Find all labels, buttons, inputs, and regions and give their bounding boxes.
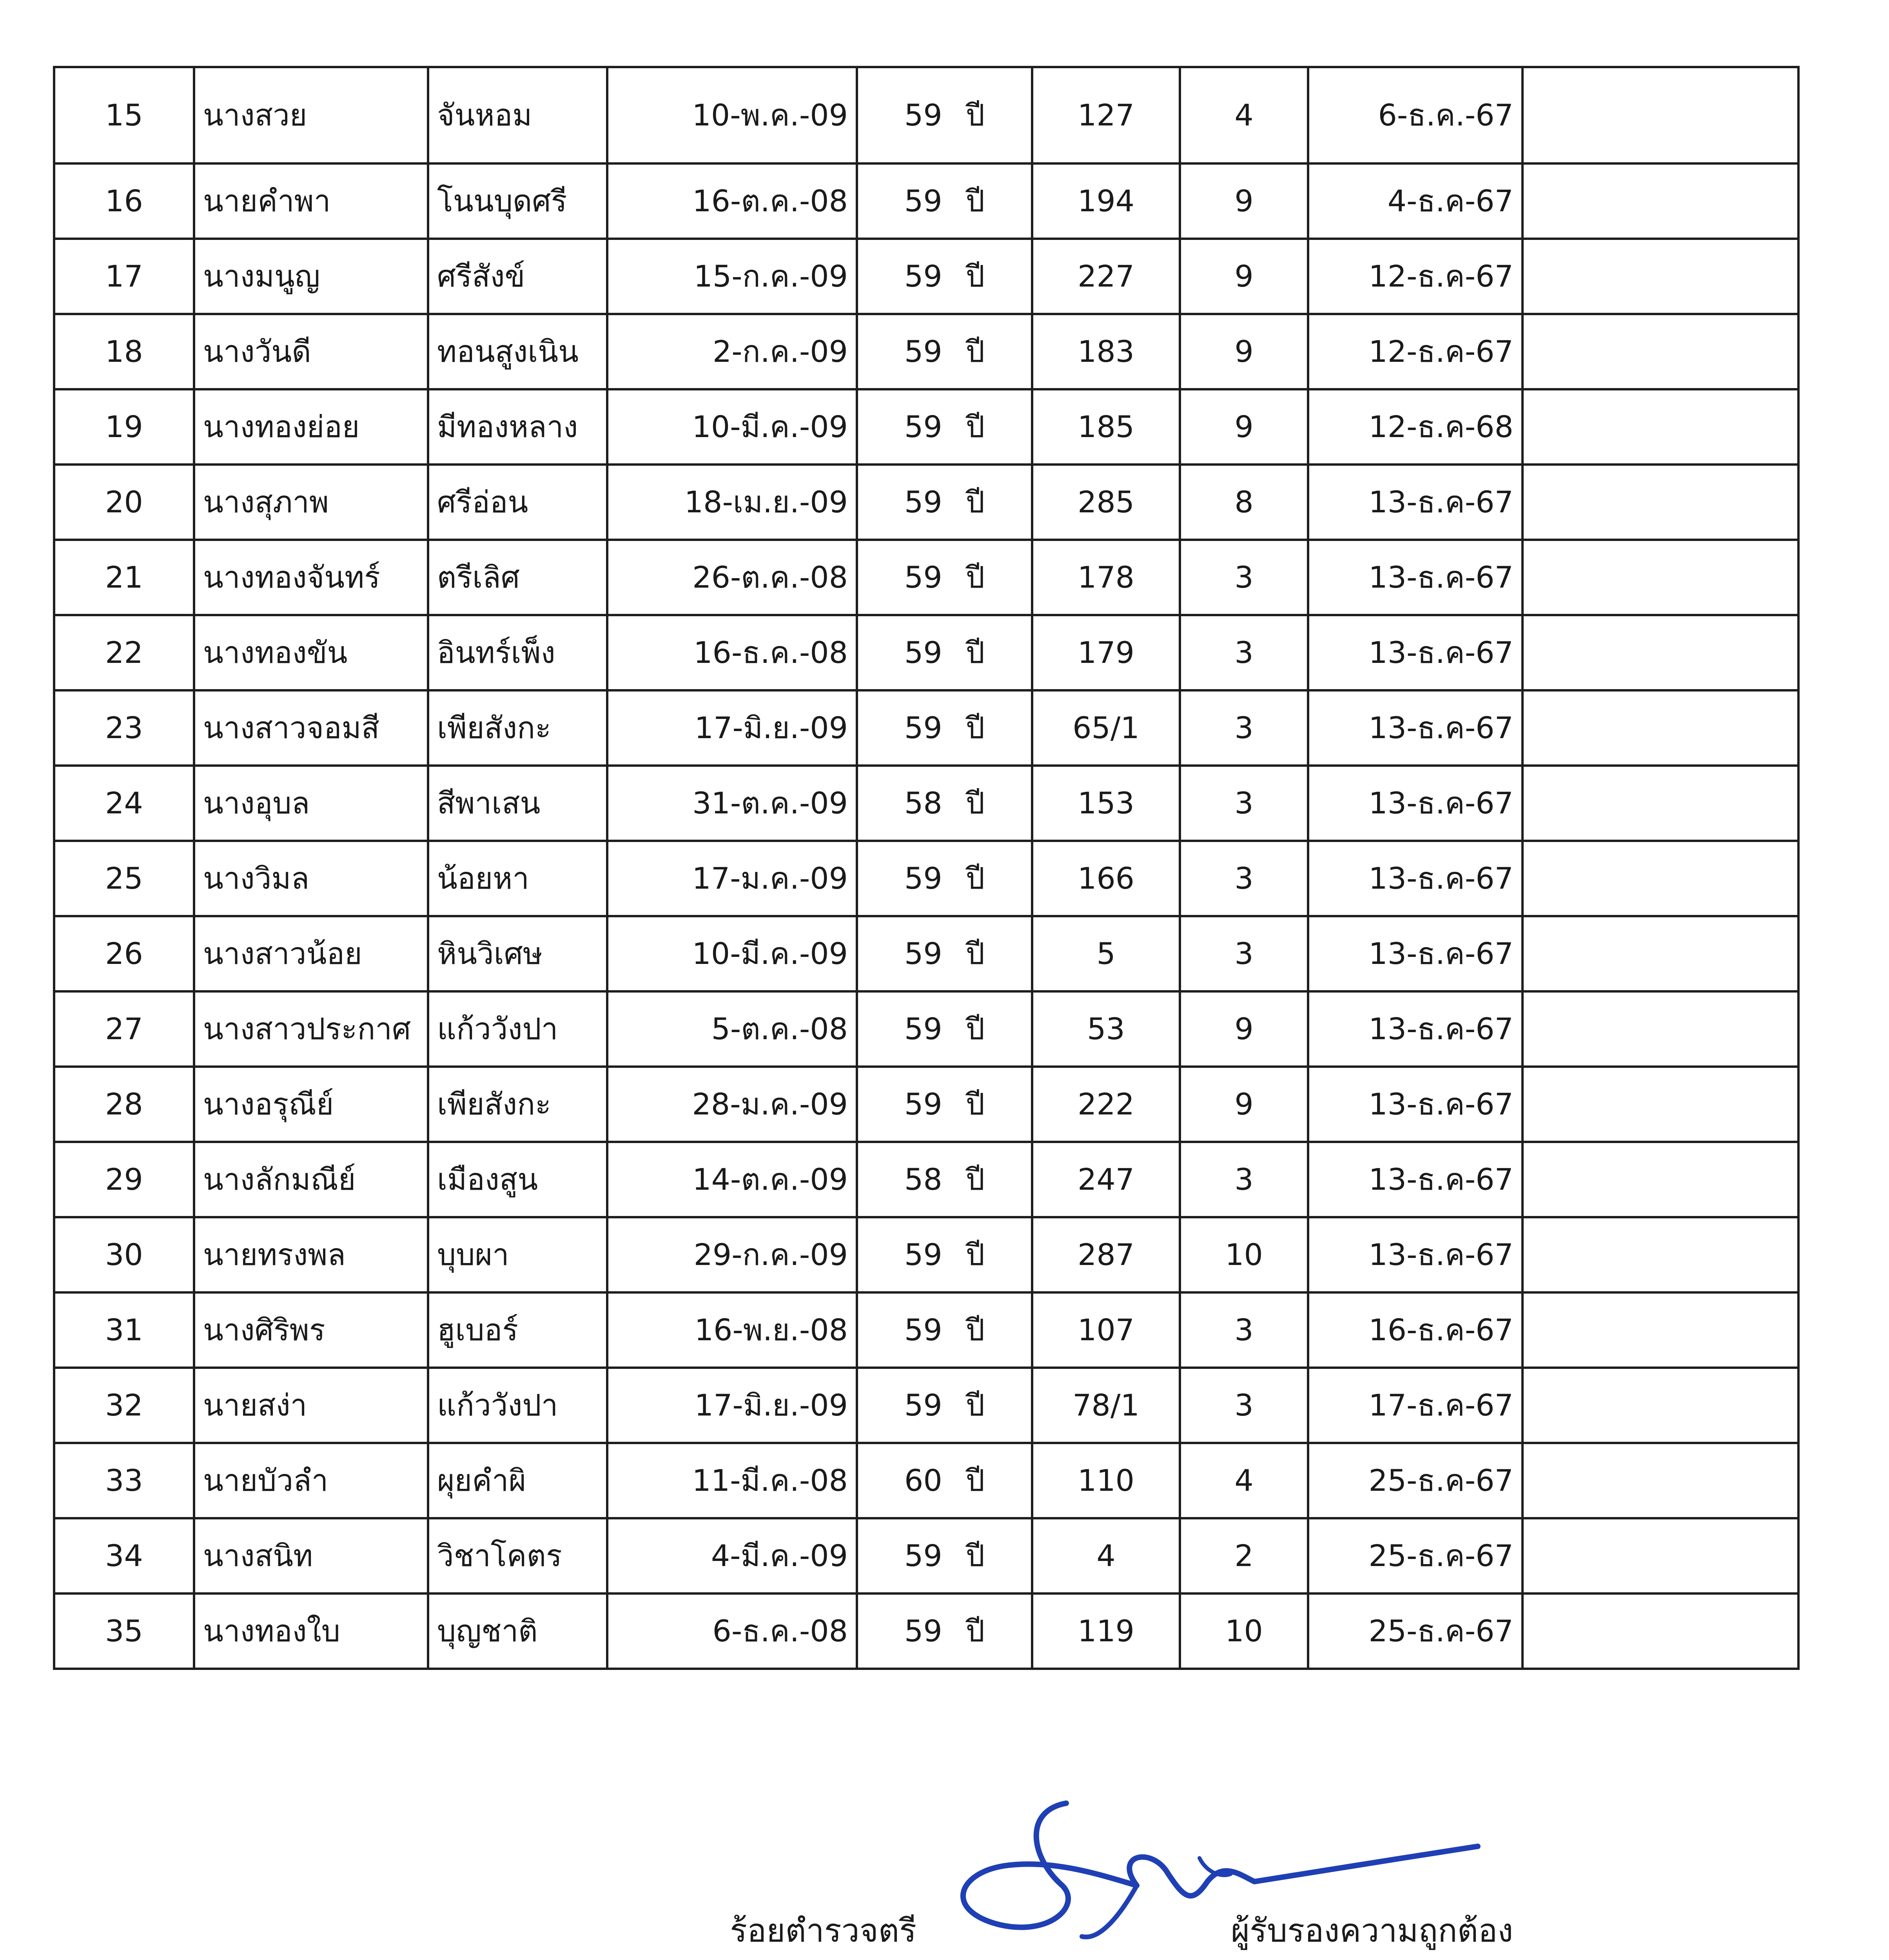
registration-date-cell: 13-ธ.ค-67: [1308, 916, 1522, 991]
row-number-cell: 23: [54, 690, 194, 766]
person-surname-cell: วิชาโคตร: [428, 1518, 607, 1593]
house-number-cell: 287: [1032, 1217, 1180, 1292]
age-value: 59: [904, 560, 942, 595]
registration-date-cell: 13-ธ.ค-67: [1308, 1067, 1522, 1142]
table-row: [54, 1217, 1798, 1292]
table-row: [54, 465, 1798, 540]
remark-cell: [1522, 615, 1798, 690]
age-value: 59: [904, 334, 942, 369]
village-number-cell: 10: [1180, 1217, 1308, 1292]
person-surname-cell: ศรีอ่อน: [428, 465, 607, 540]
age-cell: [857, 1593, 1032, 1669]
registration-date-cell: 13-ธ.ค-67: [1308, 465, 1522, 540]
person-name-cell: นางสาวประกาศ: [194, 991, 428, 1067]
house-number-cell: 110: [1032, 1443, 1180, 1518]
house-number-cell: 285: [1032, 465, 1180, 540]
person-surname-cell: ศรีสังข์: [428, 239, 607, 314]
remark-cell: [1522, 163, 1798, 239]
person-name-cell: นางทองใบ: [194, 1593, 428, 1669]
age-cell: [857, 1443, 1032, 1518]
row-number-cell: 24: [54, 766, 194, 841]
house-number-cell: 153: [1032, 766, 1180, 841]
remark-cell: [1522, 1443, 1798, 1518]
person-surname-cell: บุบผา: [428, 1217, 607, 1292]
age-unit: ปี: [965, 861, 985, 896]
village-number-cell: 3: [1180, 916, 1308, 991]
registration-date-cell: 13-ธ.ค-67: [1308, 1142, 1522, 1217]
remark-cell: [1522, 1217, 1798, 1292]
table-row: [54, 239, 1798, 314]
age-cell: [857, 163, 1032, 239]
person-surname-cell: หินวิเศษ: [428, 916, 607, 991]
row-number-cell: 33: [54, 1443, 194, 1518]
elderly-roster-table: [53, 66, 1800, 1670]
birth-date-cell: 14-ต.ค.-09: [607, 1142, 857, 1217]
registration-date-cell: 25-ธ.ค-67: [1308, 1518, 1522, 1593]
person-name-cell: นางสุภาพ: [194, 465, 428, 540]
person-name-cell: นางสวย: [194, 67, 428, 163]
birth-date-cell: 16-ต.ค.-08: [607, 163, 857, 239]
row-number-cell: 15: [54, 67, 194, 163]
person-surname-cell: น้อยหา: [428, 841, 607, 916]
person-surname-cell: จันหอม: [428, 67, 607, 163]
village-number-cell: 9: [1180, 314, 1308, 389]
age-unit: ปี: [965, 1538, 985, 1573]
remark-cell: [1522, 1593, 1798, 1669]
person-surname-cell: โนนบุดศรี: [428, 163, 607, 239]
house-number-cell: 194: [1032, 163, 1180, 239]
row-number-cell: 30: [54, 1217, 194, 1292]
house-number-cell: 119: [1032, 1593, 1180, 1669]
row-number-cell: 17: [54, 239, 194, 314]
row-number-cell: 18: [54, 314, 194, 389]
remark-cell: [1522, 67, 1798, 163]
age-value: 59: [904, 1538, 942, 1573]
registration-date-cell: 25-ธ.ค-67: [1308, 1443, 1522, 1518]
age-value: 59: [904, 1011, 942, 1046]
row-number-cell: 31: [54, 1292, 194, 1368]
age-cell: [857, 841, 1032, 916]
age-value: 59: [904, 183, 942, 218]
registration-date-cell: 16-ธ.ค-67: [1308, 1292, 1522, 1368]
row-number-cell: 16: [54, 163, 194, 239]
person-name-cell: นางมนูญ: [194, 239, 428, 314]
remark-cell: [1522, 239, 1798, 314]
house-number-cell: 247: [1032, 1142, 1180, 1217]
age-value: 58: [904, 1162, 942, 1197]
table-row: [54, 991, 1798, 1067]
registration-date-cell: 12-ธ.ค-67: [1308, 314, 1522, 389]
age-cell: [857, 1067, 1032, 1142]
house-number-cell: 4: [1032, 1518, 1180, 1593]
house-number-cell: 166: [1032, 841, 1180, 916]
roster-body: [54, 67, 1798, 1669]
age-value: 59: [904, 98, 942, 132]
person-surname-cell: มีทองหลาง: [428, 389, 607, 465]
person-surname-cell: สีพาเสน: [428, 766, 607, 841]
age-unit: ปี: [965, 1087, 985, 1122]
age-unit: ปี: [965, 635, 985, 670]
birth-date-cell: 17-มิ.ย.-09: [607, 1368, 857, 1443]
remark-cell: [1522, 841, 1798, 916]
age-cell: [857, 1142, 1032, 1217]
birth-date-cell: 17-มิ.ย.-09: [607, 690, 857, 766]
village-number-cell: 9: [1180, 239, 1308, 314]
table-row: [54, 540, 1798, 615]
age-value: 59: [904, 861, 942, 896]
age-value: 59: [904, 1087, 942, 1122]
registration-date-cell: 12-ธ.ค-68: [1308, 389, 1522, 465]
remark-cell: [1522, 1368, 1798, 1443]
table-row: [54, 1593, 1798, 1669]
village-number-cell: 9: [1180, 1067, 1308, 1142]
registration-date-cell: 6-ธ.ค.-67: [1308, 67, 1522, 163]
registration-date-cell: 25-ธ.ค-67: [1308, 1593, 1522, 1669]
age-cell: [857, 916, 1032, 991]
table-row: [54, 163, 1798, 239]
age-value: 59: [904, 259, 942, 294]
village-number-cell: 9: [1180, 163, 1308, 239]
row-number-cell: 32: [54, 1368, 194, 1443]
age-unit: ปี: [965, 1613, 985, 1648]
age-unit: ปี: [965, 485, 985, 519]
house-number-cell: 179: [1032, 615, 1180, 690]
age-cell: [857, 239, 1032, 314]
person-name-cell: นางทองจันทร์: [194, 540, 428, 615]
person-surname-cell: เมืองสูน: [428, 1142, 607, 1217]
age-unit: ปี: [965, 1011, 985, 1046]
age-unit: ปี: [965, 183, 985, 218]
registration-date-cell: 13-ธ.ค-67: [1308, 766, 1522, 841]
birth-date-cell: 2-ก.ค.-09: [607, 314, 857, 389]
table-row: [54, 1368, 1798, 1443]
registration-date-cell: 13-ธ.ค-67: [1308, 841, 1522, 916]
row-number-cell: 28: [54, 1067, 194, 1142]
age-cell: [857, 991, 1032, 1067]
remark-cell: [1522, 991, 1798, 1067]
birth-date-cell: 10-มี.ค.-09: [607, 389, 857, 465]
person-surname-cell: แก้ววังปา: [428, 991, 607, 1067]
table-row: [54, 314, 1798, 389]
age-value: 59: [904, 1388, 942, 1423]
house-number-cell: 222: [1032, 1067, 1180, 1142]
village-number-cell: 3: [1180, 1142, 1308, 1217]
person-name-cell: นางศิริพร: [194, 1292, 428, 1368]
age-value: 58: [904, 786, 942, 820]
remark-cell: [1522, 916, 1798, 991]
village-number-cell: 3: [1180, 690, 1308, 766]
village-number-cell: 3: [1180, 1368, 1308, 1443]
registration-date-cell: 4-ธ.ค-67: [1308, 163, 1522, 239]
birth-date-cell: 16-ธ.ค.-08: [607, 615, 857, 690]
age-unit: ปี: [965, 334, 985, 369]
village-number-cell: 3: [1180, 1292, 1308, 1368]
village-number-cell: 3: [1180, 615, 1308, 690]
person-surname-cell: ตรีเลิศ: [428, 540, 607, 615]
age-unit: ปี: [965, 1162, 985, 1197]
person-surname-cell: ผุยคำผิ: [428, 1443, 607, 1518]
remark-cell: [1522, 389, 1798, 465]
age-value: 59: [904, 409, 942, 444]
person-name-cell: นางสนิท: [194, 1518, 428, 1593]
remark-cell: [1522, 314, 1798, 389]
row-number-cell: 20: [54, 465, 194, 540]
table-row: [54, 67, 1798, 163]
village-number-cell: 4: [1180, 1443, 1308, 1518]
person-name-cell: นางสาวจอมสี: [194, 690, 428, 766]
birth-date-cell: 26-ต.ค.-08: [607, 540, 857, 615]
age-value: 59: [904, 635, 942, 670]
table-row: [54, 1518, 1798, 1593]
row-number-cell: 29: [54, 1142, 194, 1217]
table-row: [54, 841, 1798, 916]
registration-date-cell: 13-ธ.ค-67: [1308, 690, 1522, 766]
birth-date-cell: 18-เม.ย.-09: [607, 465, 857, 540]
registration-date-cell: 13-ธ.ค-67: [1308, 540, 1522, 615]
birth-date-cell: 6-ธ.ค.-08: [607, 1593, 857, 1669]
row-number-cell: 34: [54, 1518, 194, 1593]
remark-cell: [1522, 1292, 1798, 1368]
birth-date-cell: 5-ต.ค.-08: [607, 991, 857, 1067]
age-value: 59: [904, 1613, 942, 1648]
certify-label: ผู้รับรองความถูกต้อง: [1231, 1912, 1513, 1949]
age-value: 59: [904, 710, 942, 745]
remark-cell: [1522, 1067, 1798, 1142]
registration-date-cell: 17-ธ.ค-67: [1308, 1368, 1522, 1443]
birth-date-cell: 17-ม.ค.-09: [607, 841, 857, 916]
village-number-cell: 3: [1180, 841, 1308, 916]
house-number-cell: 65/1: [1032, 690, 1180, 766]
person-name-cell: นางสาวน้อย: [194, 916, 428, 991]
age-value: 59: [904, 485, 942, 519]
age-cell: [857, 1292, 1032, 1368]
person-name-cell: นางทองขัน: [194, 615, 428, 690]
table-row: [54, 1142, 1798, 1217]
age-cell: [857, 314, 1032, 389]
house-number-cell: 183: [1032, 314, 1180, 389]
person-name-cell: นางอรุณีย์: [194, 1067, 428, 1142]
village-number-cell: 3: [1180, 766, 1308, 841]
table-row: [54, 690, 1798, 766]
row-number-cell: 25: [54, 841, 194, 916]
person-name-cell: นายสง่า: [194, 1368, 428, 1443]
remark-cell: [1522, 1518, 1798, 1593]
birth-date-cell: 31-ต.ค.-09: [607, 766, 857, 841]
house-number-cell: 127: [1032, 67, 1180, 163]
age-value: 60: [904, 1463, 942, 1498]
person-surname-cell: เพียสังกะ: [428, 690, 607, 766]
row-number-cell: 19: [54, 389, 194, 465]
age-unit: ปี: [965, 409, 985, 444]
house-number-cell: 5: [1032, 916, 1180, 991]
age-cell: [857, 389, 1032, 465]
row-number-cell: 35: [54, 1593, 194, 1669]
age-unit: ปี: [965, 936, 985, 971]
row-number-cell: 26: [54, 916, 194, 991]
remark-cell: [1522, 465, 1798, 540]
age-unit: ปี: [965, 560, 985, 595]
certifier-rank: ร้อยตำรวจตรี: [730, 1912, 917, 1949]
house-number-cell: 185: [1032, 389, 1180, 465]
age-unit: ปี: [965, 259, 985, 294]
age-unit: ปี: [965, 1388, 985, 1423]
person-name-cell: นายคำพา: [194, 163, 428, 239]
table-row: [54, 389, 1798, 465]
age-value: 59: [904, 1237, 942, 1272]
age-cell: [857, 690, 1032, 766]
house-number-cell: 53: [1032, 991, 1180, 1067]
row-number-cell: 21: [54, 540, 194, 615]
person-name-cell: นางอุบล: [194, 766, 428, 841]
age-cell: [857, 67, 1032, 163]
village-number-cell: 9: [1180, 389, 1308, 465]
age-cell: [857, 465, 1032, 540]
registration-date-cell: 13-ธ.ค-67: [1308, 1217, 1522, 1292]
handwritten-signature: [933, 1756, 1482, 1960]
person-surname-cell: บุญชาติ: [428, 1593, 607, 1669]
village-number-cell: 8: [1180, 465, 1308, 540]
age-value: 59: [904, 936, 942, 971]
age-value: 59: [904, 1312, 942, 1347]
house-number-cell: 78/1: [1032, 1368, 1180, 1443]
table-row: [54, 1292, 1798, 1368]
person-name-cell: นางวันดี: [194, 314, 428, 389]
registration-date-cell: 13-ธ.ค-67: [1308, 615, 1522, 690]
age-unit: ปี: [965, 98, 985, 132]
person-name-cell: นางลักมณีย์: [194, 1142, 428, 1217]
age-cell: [857, 540, 1032, 615]
village-number-cell: 2: [1180, 1518, 1308, 1593]
row-number-cell: 27: [54, 991, 194, 1067]
person-name-cell: นายทรงพล: [194, 1217, 428, 1292]
person-surname-cell: อินทร์เพ็ง: [428, 615, 607, 690]
remark-cell: [1522, 540, 1798, 615]
remark-cell: [1522, 1142, 1798, 1217]
person-surname-cell: ฮูเบอร์: [428, 1292, 607, 1368]
person-surname-cell: เพียสังกะ: [428, 1067, 607, 1142]
table-row: [54, 615, 1798, 690]
age-unit: ปี: [965, 1237, 985, 1272]
person-name-cell: นางวิมล: [194, 841, 428, 916]
age-unit: ปี: [965, 1463, 985, 1498]
remark-cell: [1522, 690, 1798, 766]
row-number-cell: 22: [54, 615, 194, 690]
village-number-cell: 9: [1180, 991, 1308, 1067]
birth-date-cell: 28-ม.ค.-09: [607, 1067, 857, 1142]
birth-date-cell: 15-ก.ค.-09: [607, 239, 857, 314]
birth-date-cell: 4-มี.ค.-09: [607, 1518, 857, 1593]
birth-date-cell: 10-มี.ค.-09: [607, 916, 857, 991]
village-number-cell: 4: [1180, 67, 1308, 163]
village-number-cell: 3: [1180, 540, 1308, 615]
person-name-cell: นายบัวลำ: [194, 1443, 428, 1518]
house-number-cell: 178: [1032, 540, 1180, 615]
birth-date-cell: 16-พ.ย.-08: [607, 1292, 857, 1368]
age-cell: [857, 615, 1032, 690]
birth-date-cell: 10-พ.ค.-09: [607, 67, 857, 163]
birth-date-cell: 11-มี.ค.-08: [607, 1443, 857, 1518]
person-surname-cell: แก้ววังปา: [428, 1368, 607, 1443]
age-unit: ปี: [965, 710, 985, 745]
table-row: [54, 766, 1798, 841]
age-unit: ปี: [965, 1312, 985, 1347]
age-unit: ปี: [965, 786, 985, 820]
village-number-cell: 10: [1180, 1593, 1308, 1669]
table-row: [54, 1443, 1798, 1518]
age-cell: [857, 1217, 1032, 1292]
table-row: [54, 916, 1798, 991]
person-surname-cell: ทอนสูงเนิน: [428, 314, 607, 389]
age-cell: [857, 1368, 1032, 1443]
age-cell: [857, 766, 1032, 841]
age-cell: [857, 1518, 1032, 1593]
house-number-cell: 227: [1032, 239, 1180, 314]
birth-date-cell: 29-ก.ค.-09: [607, 1217, 857, 1292]
remark-cell: [1522, 766, 1798, 841]
registration-date-cell: 12-ธ.ค-67: [1308, 239, 1522, 314]
table-row: [54, 1067, 1798, 1142]
registration-date-cell: 13-ธ.ค-67: [1308, 991, 1522, 1067]
house-number-cell: 107: [1032, 1292, 1180, 1368]
person-name-cell: นางทองย่อย: [194, 389, 428, 465]
